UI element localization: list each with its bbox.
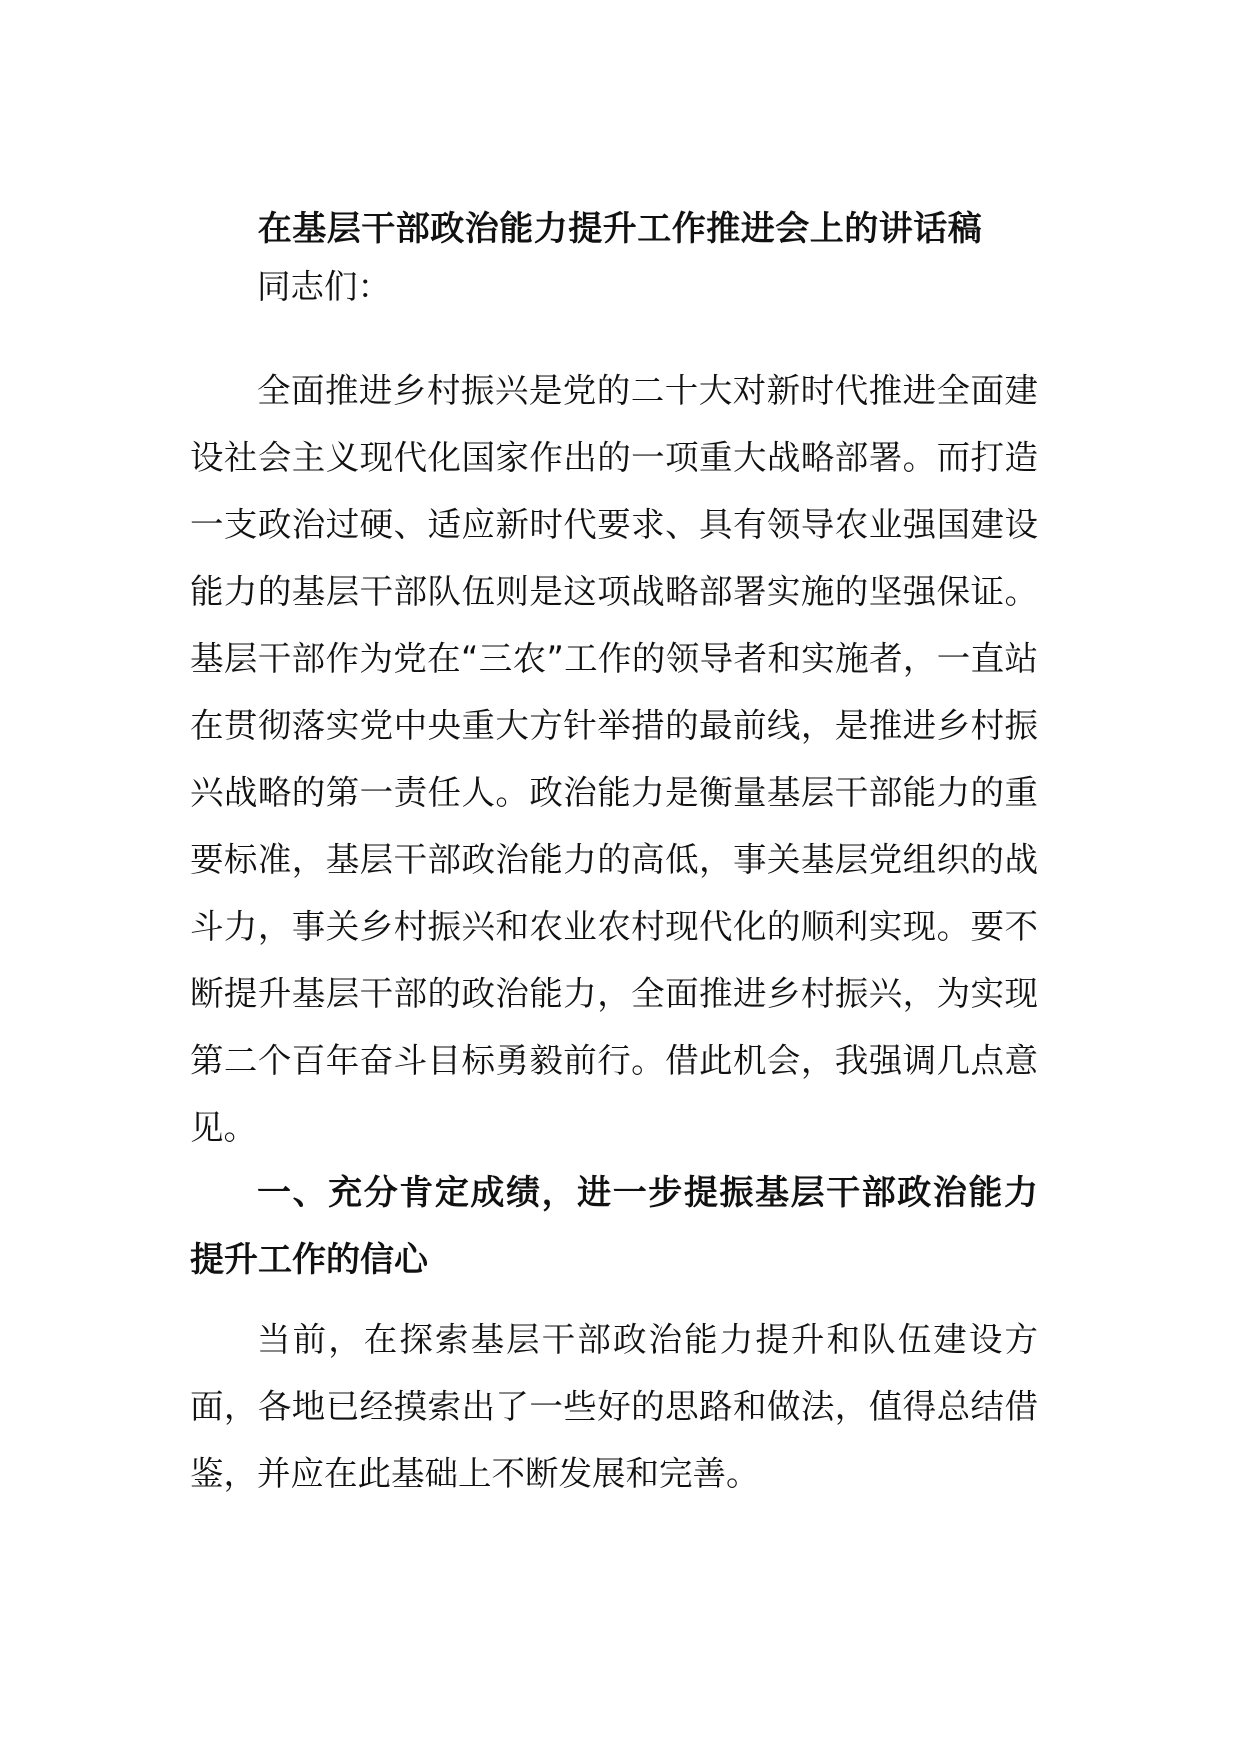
intro-paragraph: 全面推进乡村振兴是党的二十大对新时代推进全面建设社会主义现代化国家作出的一项重大战略部署。而打造一支政治过硬、适应新时代要求、具有领导农业强国建设能力的基层干部队伍则是这项战略部署实施的坚强保证。基层干部作为党在“三农”工作的领导者和实施者，一直站在贯彻落实党中央重大方针举措的最前线，是推进乡村振兴战略的第一责任人。政治能力是衡量基层干部能力的重要标准，基层干部政治能力的高低，事关基层党组织的战斗力，事关乡村振兴和农业农村现代化的顺利实现。要不断提升基层干部的政治能力，全面推进乡村振兴，为实现第二个百年奋斗目标勇毅前行。借此机会，我强调几点意见。 xyxy=(190,371,1038,1147)
section-paragraph: 当前，在探索基层干部政治能力提升和队伍建设方面，各地已经摸索出了一些好的思路和做法，值得总结借鉴，并应在此基础上不断发展和完善。 xyxy=(190,1320,1038,1493)
salutation: 同志们： xyxy=(257,267,391,306)
section-heading: 一、充分肯定成绩，进一步提振基层干部政治能力提升工作的信心 xyxy=(190,1173,1038,1280)
document-title: 在基层干部政治能力提升工作推进会上的讲话稿 xyxy=(257,209,983,249)
